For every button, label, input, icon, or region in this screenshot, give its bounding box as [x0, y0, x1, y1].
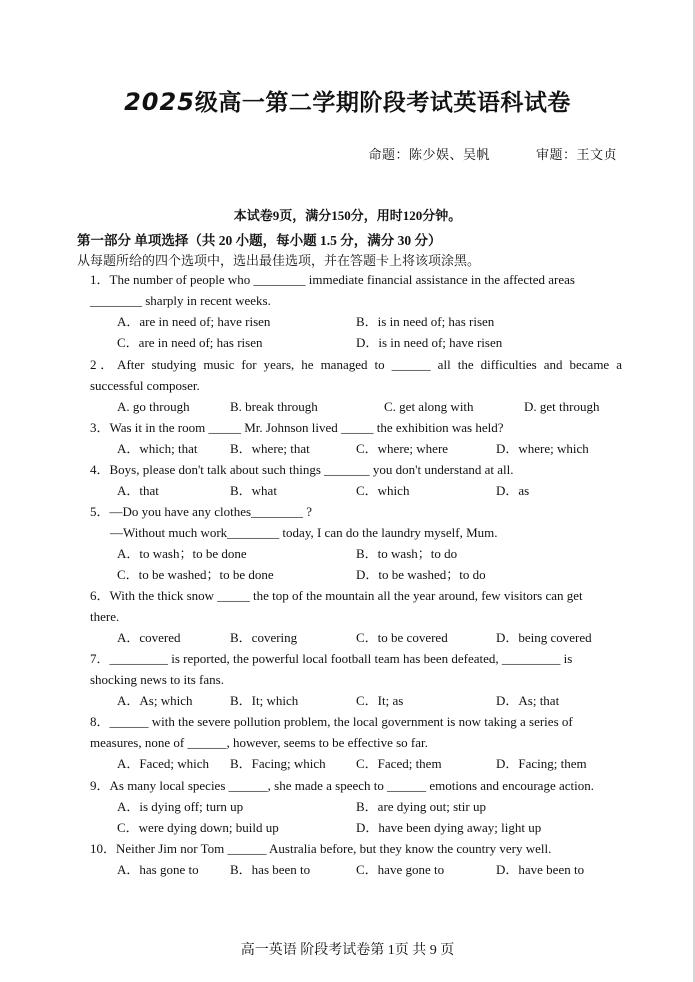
question-4-option-c: C．which: [356, 483, 410, 498]
question-7-stem: 7．_________ is reported, the powerful local football team has been defeated, _________ is: [90, 651, 573, 666]
question-6-option-c: C．to be covered: [356, 630, 448, 645]
question-1-stem-cont: ________ sharply in recent weeks.: [90, 293, 271, 308]
question-8-stem: 8．______ with the severe pollution problem, the local government is now taking a series of: [90, 714, 573, 729]
question-1-option-a: A．are in need of; have risen: [117, 314, 271, 329]
question-9-option-a: A．is dying off; turn up: [117, 799, 244, 814]
question-3-option-d: D．where; which: [496, 441, 589, 456]
question-7-option-d: D．As; that: [496, 693, 560, 708]
question-1-stem: 1．The number of people who ________ immediate financial assistance in the affected areas: [90, 272, 575, 287]
question-9-option-b: B．are dying out; stir up: [356, 799, 486, 814]
question-8-stem-cont: measures, none of ______, however, seems to be effective so far.: [90, 735, 428, 750]
question-10-option-d: D．have been to: [496, 862, 585, 877]
question-4-option-a: A．that: [117, 483, 159, 498]
reviewer-label: 审题：王文贞: [535, 148, 617, 163]
question-3-option-b: B．where; that: [230, 441, 310, 456]
question-8-option-c: C．Faced; them: [356, 756, 442, 771]
page-footer: 高一英语 阶段考试卷第 1页 共 9 页: [240, 943, 455, 958]
question-5-option-d: D．to be washed；to do: [356, 567, 486, 582]
section-instructions: 从每题所给的四个选项中，选出最佳选项，并在答题卡上将该项涂黑。: [77, 253, 481, 268]
question-1-option-d: D．is in need of; have risen: [356, 335, 503, 350]
question-2-stem-cont: successful composer.: [90, 378, 200, 393]
question-7-option-c: C．It; as: [356, 693, 404, 708]
exam-info: 本试卷9页，满分150分，用时120分钟。: [233, 208, 462, 223]
question-10-option-a: A．has gone to: [117, 862, 199, 877]
title-year: 2025: [124, 88, 195, 116]
title-text: 级高一第二学期阶段考试英语科试卷: [194, 90, 571, 115]
question-7-option-a: A．As; which: [117, 693, 193, 708]
question-4-stem: 4．Boys, please don't talk about such things _______ you don't understand at all.: [90, 462, 514, 477]
question-8-option-a: A．Faced; which: [117, 756, 210, 771]
question-2-option-b: B. break through: [230, 399, 318, 414]
section-title: 第一部分 单项选择（共 20 小题，每小题 1.5 分，满分 30 分）: [77, 233, 442, 248]
question-6-stem-cont: there.: [90, 609, 120, 624]
question-3-option-c: C．where; where: [356, 441, 449, 456]
question-5-stem-cont: —Without much work________ today, I can do the laundry myself, Mum.: [110, 525, 498, 540]
question-4-option-d: D．as: [496, 483, 530, 498]
question-8-option-d: D．Facing; them: [496, 756, 587, 771]
question-7-stem-cont: shocking news to its fans.: [90, 672, 224, 687]
question-4-option-b: B．what: [230, 483, 277, 498]
question-10-option-b: B．has been to: [230, 862, 311, 877]
authors-label: 命题：陈少娱、吴帆: [368, 148, 490, 163]
question-2-option-a: A. go through: [117, 399, 190, 414]
question-6-option-b: B．covering: [230, 630, 298, 645]
question-3-stem: 3．Was it in the room _____ Mr. Johnson lived _____ the exhibition was held?: [90, 420, 504, 435]
question-3-option-a: A．which; that: [117, 441, 198, 456]
question-5-option-c: C．to be washed；to be done: [117, 567, 274, 582]
question-2-option-c: C. get along with: [384, 399, 474, 414]
question-6-option-d: D．being covered: [496, 630, 592, 645]
question-1-option-b: B．is in need of; has risen: [356, 314, 495, 329]
question-8-option-b: B．Facing; which: [230, 756, 326, 771]
question-10-option-c: C．have gone to: [356, 862, 445, 877]
question-5-stem: 5．—Do you have any clothes________ ?: [90, 504, 313, 519]
question-10-stem: 10．Neither Jim nor Tom ______ Australia before, but they know the country very well.: [90, 841, 552, 856]
question-9-stem: 9．As many local species ______, she made a speech to ______ emotions and encourage action.: [90, 778, 594, 793]
question-1-option-c: C．are in need of; has risen: [117, 335, 263, 350]
question-5-option-a: A．to wash；to be done: [117, 546, 247, 561]
exam-title: [0, 84, 695, 117]
question-9-option-d: D．have been dying away; light up: [356, 820, 542, 835]
question-2-option-d: D. get through: [524, 399, 600, 414]
question-2-stem: 2．After studying music for years, he managed to ______ all the difficulties and became a: [90, 357, 622, 372]
question-6-option-a: A．covered: [117, 630, 181, 645]
authors-line: [368, 144, 617, 163]
question-5-option-b: B．to wash；to do: [356, 546, 458, 561]
question-6-stem: 6．With the thick snow _____ the top of the mountain all the year around, few visitors can get: [90, 588, 583, 603]
question-7-option-b: B．It; which: [230, 693, 299, 708]
question-9-option-c: C．were dying down; build up: [117, 820, 279, 835]
